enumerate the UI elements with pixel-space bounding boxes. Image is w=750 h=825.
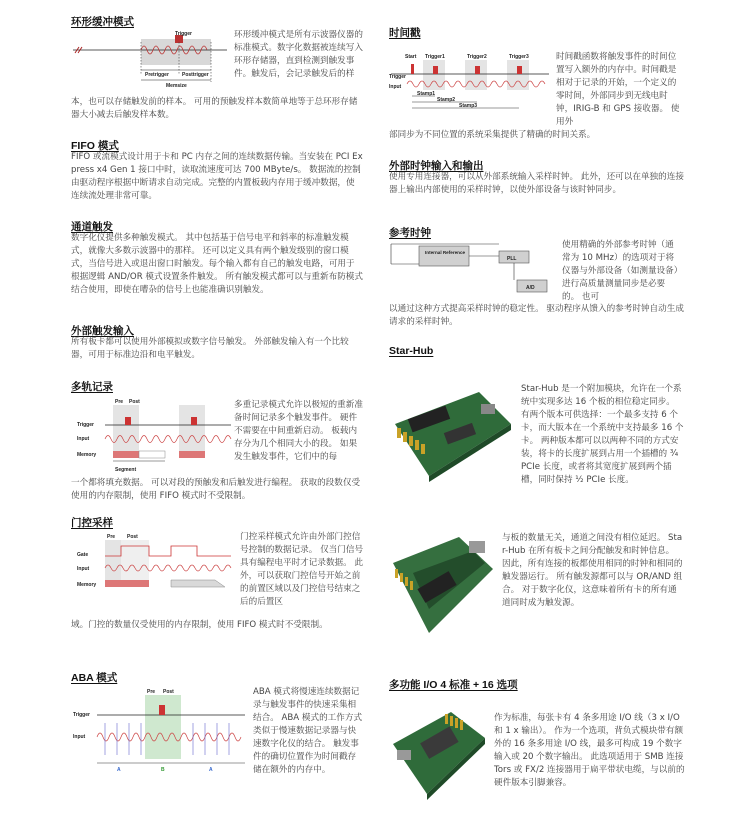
fifo-title: FIFO 模式 (71, 140, 119, 152)
ts-trigger2-label: Trigger2 (467, 54, 487, 60)
ring-posttrigger-label: Posttrigger (182, 72, 209, 78)
io-board-photo (389, 704, 488, 802)
timestamp-text-full: 部同步为不同位置的系统采集提供了精确的时间关系。 (389, 130, 596, 140)
multi-input-label: Input (77, 436, 90, 442)
multi-segment-label: Segment (115, 467, 137, 473)
aba-input-label: Input (73, 734, 86, 740)
gate-input-label: Input (77, 566, 90, 572)
starhub-text-b: 与板的数量无关，通道之间没有相位延迟。 Star-Hub 在所有板卡之间分配触发和时钟信息。 因此，所有连接的板都使用相同的时钟和相同的触发器运行。 所有触发源都可以与 OR/AND 组合。 对于数字化仪，这意味着所有卡的所有通道同时成为触发源。 (502, 533, 683, 608)
starhub-board-photo-1 (389, 384, 515, 484)
fifo-text: FIFO 或流模式设计用于卡和 PC 内存之间的连续数据传输。当安装在 PCI Express x4 Gen 1 接口中时，读取流速度可达 700 MByte/s。 数据流的控制由驱动程序根据中断请求自动完成。完整的内置板载内存用于缓冲数据，使连续流处理非常可靠。 (71, 152, 363, 201)
ts-stamp2-label: Stamp2 (437, 97, 456, 103)
timestamp-text-right: 时间戳函数将触发事件的时间位置写入额外的内存中。时间戳是相对于记录的开始，一个定义的零时间，外部同步到无线电时钟，IRIG-B 和 GPS 接收器。 使用外 (556, 52, 680, 127)
starhub-text-a: Star-Hub 是一个附加模块，允许在一个系统中实现多达 16 个板的相位稳定同步。 有两个版本可供选择：一个最多支持 6 个卡，而大版本在一个系统中支持最多 16 个卡。 两种版本都可以以两种不同的方式安装，将卡的长度扩展到占用一个插槽的 ¾ PCIe 长度，或者将其宽度扩展到两个插槽，同时保持 ½ PCIe 长度。 (521, 384, 684, 485)
ts-trigger1-label: Trigger1 (425, 54, 445, 60)
ext-trigger-title: 外部触发输入 (71, 325, 134, 337)
ext-trigger-text: 所有板卡都可以使用外部模拟或数字信号触发。 外部触发输入有一个比较器，可用于标准边沿和电平触发。 (71, 337, 349, 360)
starhub-title: Star-Hub (389, 345, 434, 357)
gate-post-label: Post (127, 534, 138, 540)
ring-buffer-diagram (71, 30, 229, 94)
timestamp-title: 时间戳 (389, 27, 421, 39)
io-text: 作为标准，每张卡有 4 条多用途 I/O 线（3 x I/O 和 1 x 输出）。 作为一个选项，背负式模块带有额外的 16 条多用途 I/O 线，最多可构成 19 个数字输入或 20 个数字输出。 此选项适用于 SMB 连接Tors 或 FX/2 连接器用于扁平带状电缆，与以前的硬件版本引脚兼容。 (494, 713, 685, 788)
ts-input-label: Input (389, 84, 402, 90)
io-title: 多功能 I/O 4 标准 + 16 选项 (389, 679, 518, 691)
clock-title: 外部时钟输入和输出 (389, 160, 484, 172)
channel-trigger-text: 数字化仪提供多种触发模式。 其中包括基于信号电平和斜率的标准触发模式，就像大多数示波器中的那样。 还可以定义具有两个触发级别的窗口模式，当信号进入或退出窗口时触发。每个输入都有自己的触发电路，可用于根据逻辑 AND/OR 模式设置条件触发。 所有触发模式都可以与重新布防模式结合使用，即使在嘈杂的信号上也能准确识别触发。 (71, 233, 363, 295)
clock-text: 使用专用连接器，可以从外部系统输入采样时钟。 此外，还可以在单独的连接器上输出内部使用的采样时钟，以使外部设备与该时钟同步。 (389, 172, 684, 195)
ring-text-right: 环形缓冲模式是所有示波器仪器的标准模式。数字化数据被连续写入环形存储器，直到检测到触发事件。触发后，会记录触发后的样 (234, 30, 363, 79)
multi-memory-label: Memory (77, 452, 97, 458)
aba-a2-label: A (209, 767, 213, 773)
aba-a1-label: A (117, 767, 121, 773)
ts-start-label: Start (405, 54, 417, 60)
aba-pre-label: Pre (147, 689, 156, 695)
gate-title: 门控采样 (71, 517, 113, 529)
ts-trigger-label: Trigger (389, 74, 406, 80)
ref-text-full: 以通过这种方式提高采样时钟的稳定性。 驱动程序从馈入的参考时钟自动生成请求的采样时钟。 (389, 304, 684, 327)
ref-internal-label: Internal Reference (425, 250, 466, 255)
ring-trigger-label: Trigger (175, 31, 192, 37)
ring-text-full: 本，也可以存储触发前的样本。 可用的预触发样本数简单地等于总环形存储器大小减去后触发样本数。 (71, 97, 358, 120)
aba-b-label: B (161, 767, 165, 773)
ref-pll-label: PLL (507, 256, 517, 262)
multi-text-right: 多重记录模式允许以极短的重新准备时间记录多个触发事件。 硬件不需要在中间重新启动。 板载内存分为几个相同大小的段。 如果发生触发事件，它们中的每 (234, 400, 363, 462)
ts-stamp1-label: Stamp1 (417, 91, 436, 97)
ref-text-right: 使用精确的外部参考时钟（通常为 10 MHz）的选项对于将仪器与外部设备（如测量设备）进行高质量测量同步是必要的。 也可 (562, 240, 679, 302)
ts-stamp3-label: Stamp3 (459, 103, 478, 109)
timestamp-diagram (389, 50, 551, 112)
gate-text-right: 门控采样模式允许由外部门控信号控制的数据记录。 仅当门信号具有编程电平时才记录数据。 此外，可以获取门控信号开始之前的前置区域以及门控信号结束之后的后置区 (240, 532, 364, 607)
ref-title: 参考时钟 (389, 227, 431, 239)
multi-text-full: 一个都将填充数据。 可以对段的预触发和后触发进行编程。 获取的段数仅受使用的内存限制，使用 FIFO 模式时不受限制。 (71, 478, 361, 501)
aba-trigger-label: Trigger (73, 712, 90, 718)
aba-title: ABA 模式 (71, 672, 118, 684)
multi-diagram (75, 395, 233, 477)
aba-post-label: Post (163, 689, 174, 695)
gate-pre-label: Pre (107, 534, 116, 540)
ref-clock-diagram (389, 240, 557, 298)
starhub-board-photo-2 (389, 533, 496, 641)
multi-title: 多轨记录 (71, 381, 113, 393)
aba-text-right: ABA 模式将慢速连续数据记录与触发事件的快速采集相结合。 ABA 模式的工作方式类似于慢速数据记录器与快速数字化仪的结合。 触发事件的确切位置作为时间戳存储在额外的内存中。 (253, 687, 363, 775)
aba-diagram (71, 685, 247, 773)
gate-diagram (75, 530, 233, 600)
gate-gate-label: Gate (77, 552, 89, 558)
multi-trigger-label: Trigger (77, 422, 94, 428)
ts-trigger3-label: Trigger3 (509, 54, 529, 60)
multi-post-label: Post (129, 399, 140, 405)
multi-pre-label: Pre (115, 399, 124, 405)
gate-text-full: 域。门控的数量仅受使用的内存限制，使用 FIFO 模式时不受限制。 (71, 620, 328, 630)
channel-trigger-title: 通道触发 (71, 221, 113, 233)
ring-memsize-label: Memsize (166, 83, 187, 89)
gate-memory-label: Memory (77, 582, 97, 588)
ring-title: 环形缓冲模式 (71, 16, 134, 28)
ref-ad-label: A/D (526, 285, 535, 291)
ring-pretrigger-label: Pretrigger (145, 72, 169, 78)
